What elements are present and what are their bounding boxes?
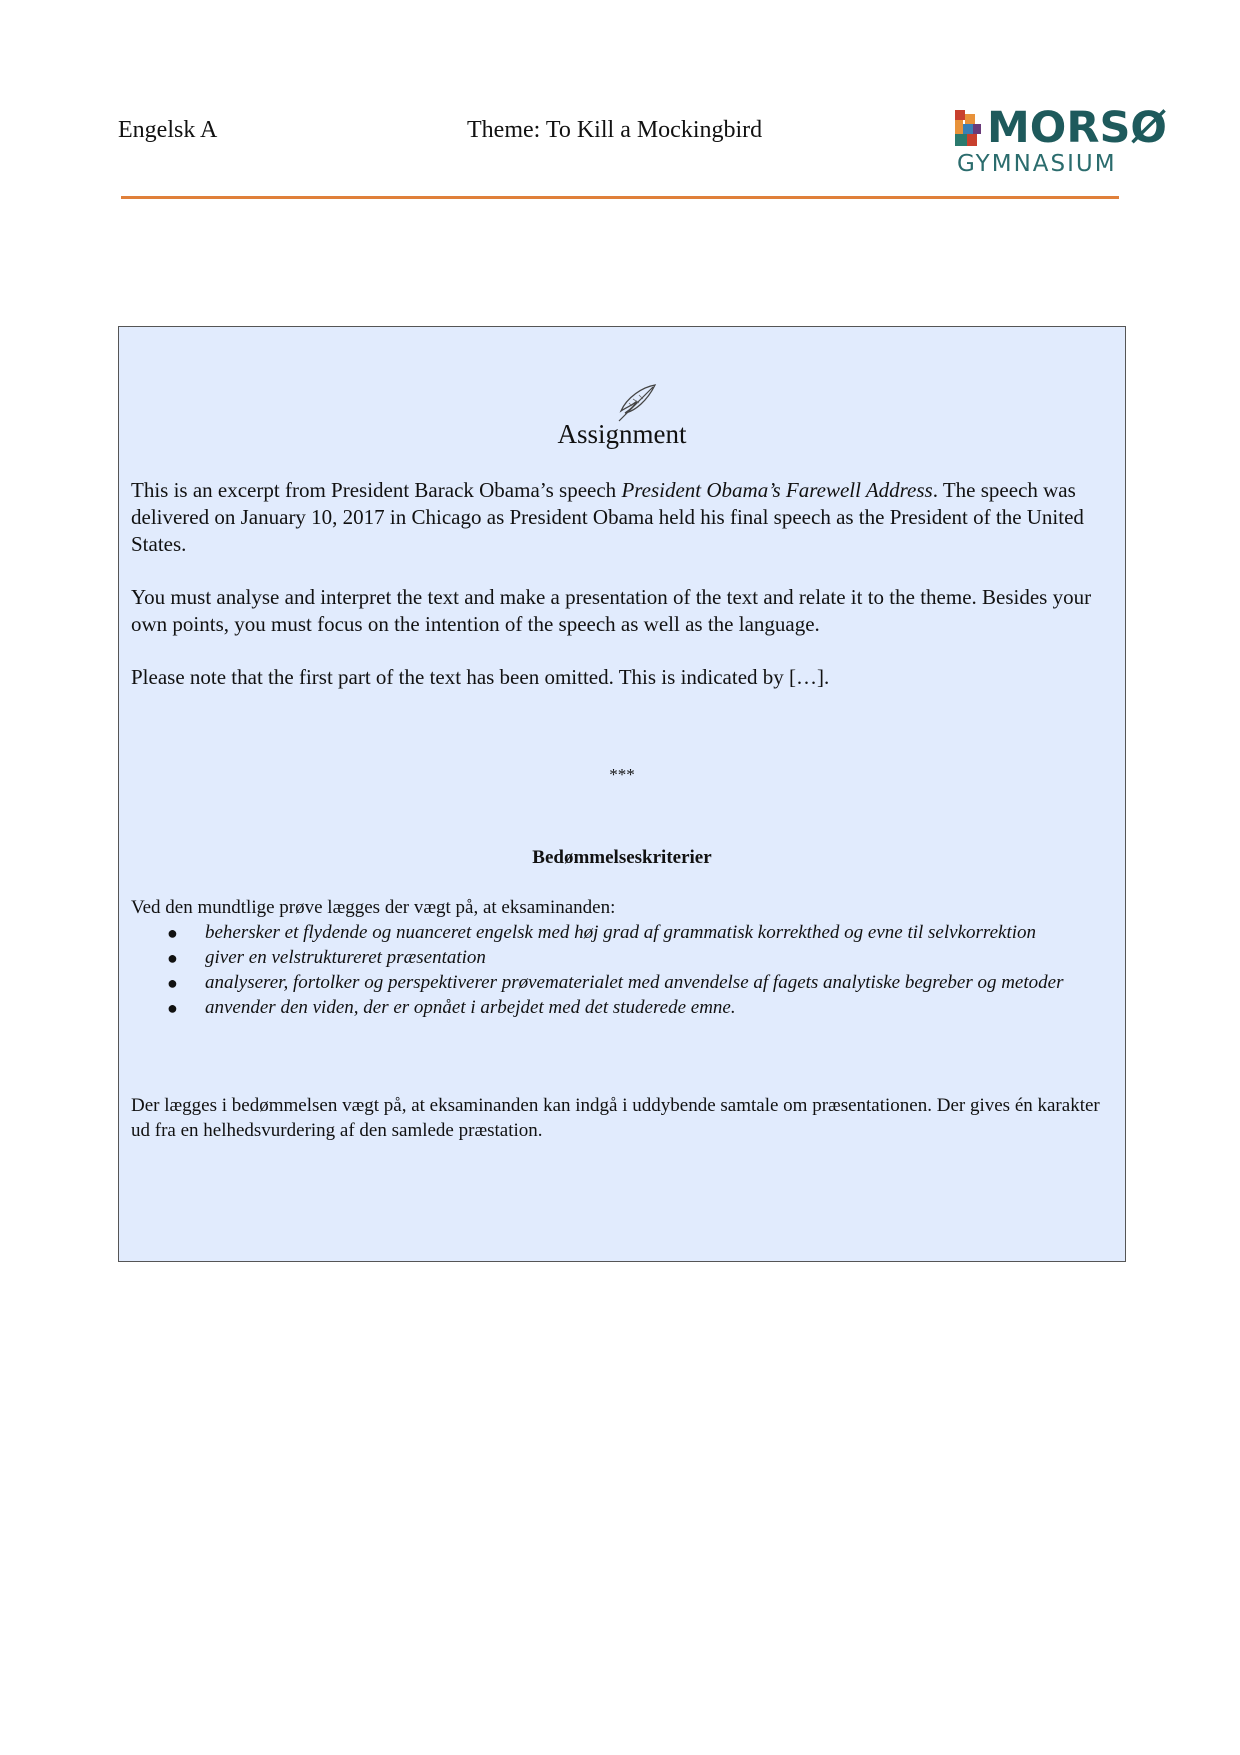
assignment-intro xyxy=(131,477,1116,558)
section-separator: *** xyxy=(609,765,635,784)
assignment-title: Assignment xyxy=(557,419,687,449)
speech-title: President Obama’s Farewell Address xyxy=(621,478,933,502)
criteria-item-text: giver en velstruktureret præsentation xyxy=(205,947,486,968)
bullet-icon: ● xyxy=(167,923,178,943)
list-item xyxy=(131,971,1091,995)
bullet-icon: ● xyxy=(167,973,178,993)
criteria-item-text: analyserer, fortolker og perspektiverer prøvematerialet med anvendelse af fagets analytiske begreber og metoder xyxy=(205,972,1064,993)
school-logo xyxy=(955,103,1167,182)
theme-label: Theme: To Kill a Mockingbird xyxy=(467,117,763,143)
list-item xyxy=(131,996,1091,1020)
list-item xyxy=(131,921,1091,945)
criteria-item-text: anvender den viden, der er opnået i arbejdet med det studerede emne. xyxy=(205,997,736,1018)
subject-label: Engelsk A xyxy=(118,117,218,143)
quill-icon xyxy=(613,383,657,423)
criteria-item-text: behersker et flydende og nuanceret engelsk med høj grad af grammatisk korrekthed og evne til selvkorrektion xyxy=(205,922,1037,943)
bullet-icon: ● xyxy=(167,998,178,1018)
list-item xyxy=(131,946,1091,970)
intro-text-after: . The speech was delivered on January 10, 2017 in Chicago as President Obama held his final speech as the President of the United States. xyxy=(131,478,1084,556)
criteria-heading: Bedømmelseskriterier xyxy=(532,847,712,868)
criteria-list xyxy=(131,921,1091,1021)
header-divider xyxy=(121,196,1119,199)
assignment-note: Please note that the first part of the text has been omitted. This is indicated by […]. xyxy=(131,665,830,689)
bullet-icon: ● xyxy=(167,948,178,968)
criteria-intro: Ved den mundtlige prøve lægges der vægt på, at eksaminanden: xyxy=(131,897,616,918)
assignment-instructions: You must analyse and interpret the text and make a presentation of the text and relate it to the theme. Besides your own points, you must focus on the intention of the speech as well as the language. xyxy=(131,585,1092,636)
intro-text-before: This is an excerpt from President Barack Obama’s speech xyxy=(131,478,622,502)
assignment-box xyxy=(118,326,1126,1262)
criteria-outro: Der lægges i bedømmelsen vægt på, at eksaminanden kan indgå i uddybende samtale om præsentationen. Der gives én karakter ud fra en helhedsvurdering af den samlede præstation. xyxy=(131,1095,1100,1141)
logo-subtitle: GYMNASIUM xyxy=(957,151,1117,177)
logo-wordmark: MORSØ xyxy=(987,103,1167,153)
